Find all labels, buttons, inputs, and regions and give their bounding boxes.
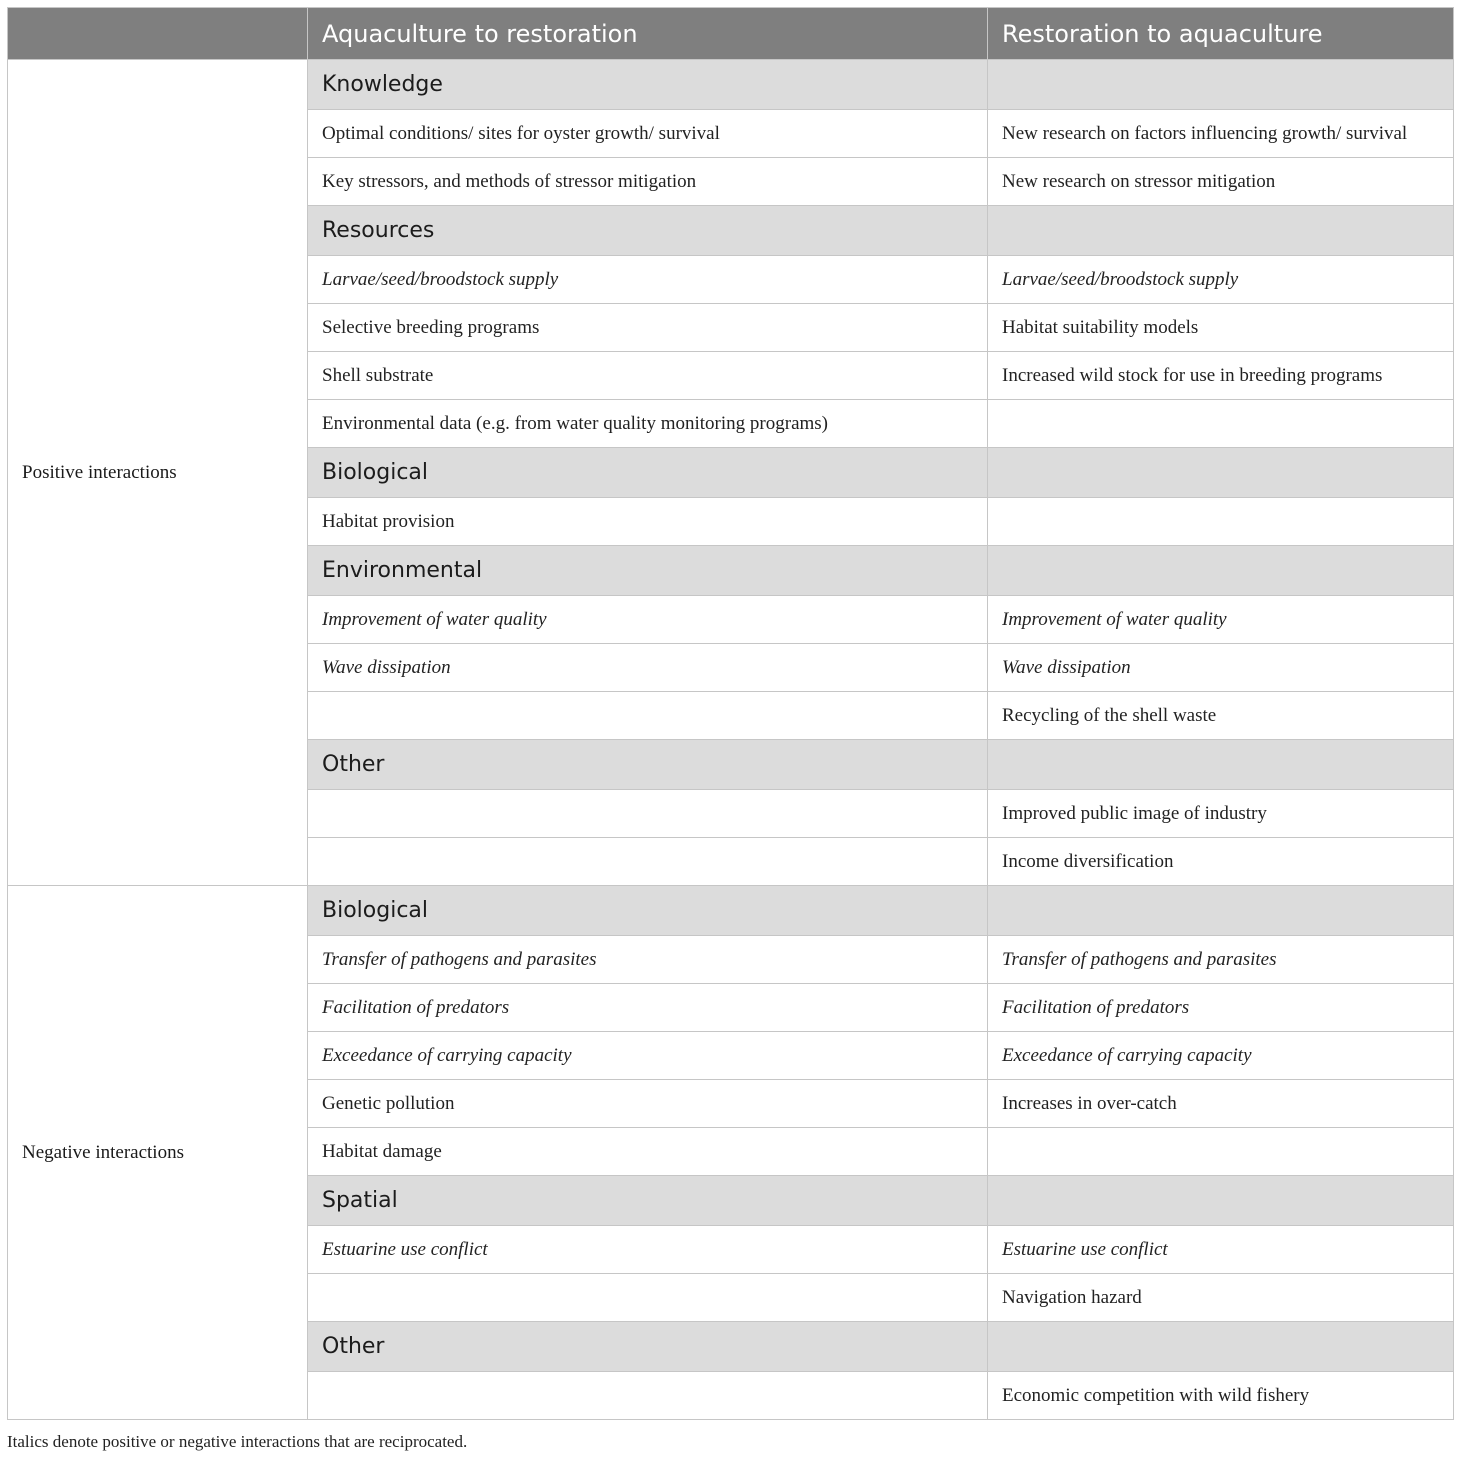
cell-restoration-to-aquaculture: Estuarine use conflict: [988, 1226, 1454, 1274]
section-title-blank: [988, 546, 1454, 596]
cell-restoration-to-aquaculture: Increases in over-catch: [988, 1080, 1454, 1128]
cell-restoration-to-aquaculture: Improvement of water quality: [988, 596, 1454, 644]
section-title: Spatial: [308, 1176, 988, 1226]
cell-aquaculture-to-restoration: Improvement of water quality: [308, 596, 988, 644]
cell-restoration-to-aquaculture: Exceedance of carrying capacity: [988, 1032, 1454, 1080]
cell-aquaculture-to-restoration: Transfer of pathogens and parasites: [308, 936, 988, 984]
cell-aquaculture-to-restoration: Estuarine use conflict: [308, 1226, 988, 1274]
header-restoration-to-aquaculture: Restoration to aquaculture: [988, 8, 1454, 60]
cell-restoration-to-aquaculture: Facilitation of predators: [988, 984, 1454, 1032]
cell-restoration-to-aquaculture: Larvae/seed/broodstock supply: [988, 256, 1454, 304]
cell-aquaculture-to-restoration: Genetic pollution: [308, 1080, 988, 1128]
header-blank: [8, 8, 308, 60]
cell-restoration-to-aquaculture: [988, 498, 1454, 546]
section-title: Biological: [308, 448, 988, 498]
section-title-blank: [988, 886, 1454, 936]
section-title: Environmental: [308, 546, 988, 596]
group-label: Positive interactions: [8, 60, 308, 886]
section-title: Resources: [308, 206, 988, 256]
section-title-blank: [988, 448, 1454, 498]
section-title: Knowledge: [308, 60, 988, 110]
cell-restoration-to-aquaculture: Improved public image of industry: [988, 790, 1454, 838]
header-row: [8, 8, 1454, 60]
cell-restoration-to-aquaculture: Economic competition with wild fishery: [988, 1372, 1454, 1420]
section-title-blank: [988, 1322, 1454, 1372]
section-header-row: [8, 60, 1454, 110]
cell-aquaculture-to-restoration: [308, 790, 988, 838]
cell-restoration-to-aquaculture: Recycling of the shell waste: [988, 692, 1454, 740]
cell-restoration-to-aquaculture: Increased wild stock for use in breeding programs: [988, 352, 1454, 400]
cell-restoration-to-aquaculture: New research on stressor mitigation: [988, 158, 1454, 206]
cell-aquaculture-to-restoration: Habitat provision: [308, 498, 988, 546]
cell-aquaculture-to-restoration: Key stressors, and methods of stressor mitigation: [308, 158, 988, 206]
cell-aquaculture-to-restoration: [308, 1274, 988, 1322]
footnote: Italics denote positive or negative interactions that are reciprocated.: [7, 1432, 468, 1451]
cell-aquaculture-to-restoration: [308, 838, 988, 886]
cell-restoration-to-aquaculture: Habitat suitability models: [988, 304, 1454, 352]
cell-aquaculture-to-restoration: Wave dissipation: [308, 644, 988, 692]
section-title-blank: [988, 206, 1454, 256]
section-title-blank: [988, 60, 1454, 110]
cell-aquaculture-to-restoration: Habitat damage: [308, 1128, 988, 1176]
cell-aquaculture-to-restoration: Selective breeding programs: [308, 304, 988, 352]
section-title: Other: [308, 740, 988, 790]
interactions-table: [7, 7, 1454, 1420]
cell-restoration-to-aquaculture: Income diversification: [988, 838, 1454, 886]
cell-restoration-to-aquaculture: [988, 1128, 1454, 1176]
cell-aquaculture-to-restoration: Optimal conditions/ sites for oyster growth/ survival: [308, 110, 988, 158]
cell-restoration-to-aquaculture: New research on factors influencing growth/ survival: [988, 110, 1454, 158]
cell-aquaculture-to-restoration: Environmental data (e.g. from water quality monitoring programs): [308, 400, 988, 448]
cell-restoration-to-aquaculture: Navigation hazard: [988, 1274, 1454, 1322]
group-label: Negative interactions: [8, 886, 308, 1420]
cell-restoration-to-aquaculture: [988, 400, 1454, 448]
cell-aquaculture-to-restoration: Shell substrate: [308, 352, 988, 400]
table-body: [8, 60, 1454, 1420]
cell-restoration-to-aquaculture: Transfer of pathogens and parasites: [988, 936, 1454, 984]
cell-aquaculture-to-restoration: Facilitation of predators: [308, 984, 988, 1032]
section-header-row: [8, 886, 1454, 936]
cell-aquaculture-to-restoration: [308, 1372, 988, 1420]
section-title: Other: [308, 1322, 988, 1372]
cell-restoration-to-aquaculture: Wave dissipation: [988, 644, 1454, 692]
section-title: Biological: [308, 886, 988, 936]
cell-aquaculture-to-restoration: [308, 692, 988, 740]
header-aquaculture-to-restoration: Aquaculture to restoration: [308, 8, 988, 60]
section-title-blank: [988, 1176, 1454, 1226]
cell-aquaculture-to-restoration: Exceedance of carrying capacity: [308, 1032, 988, 1080]
cell-aquaculture-to-restoration: Larvae/seed/broodstock supply: [308, 256, 988, 304]
section-title-blank: [988, 740, 1454, 790]
